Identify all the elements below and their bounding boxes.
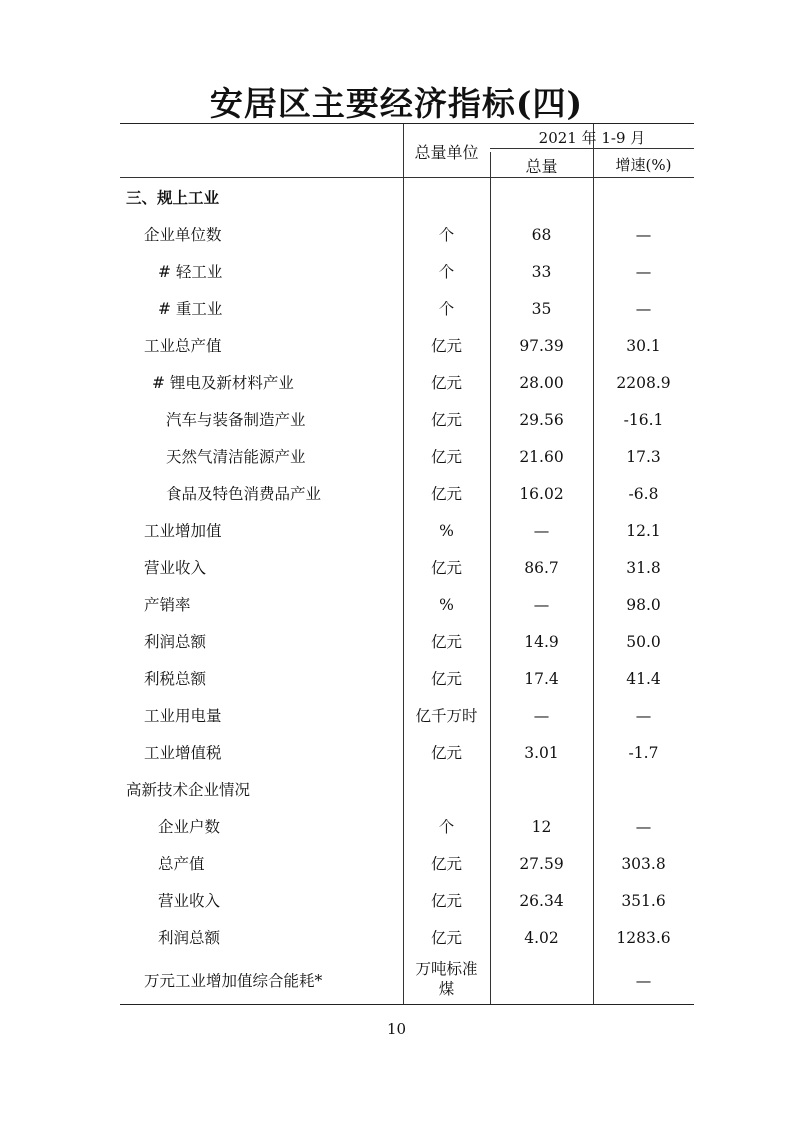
row-growth: — [635, 818, 652, 836]
table-row [120, 846, 694, 883]
table-row [120, 698, 694, 735]
table-row [120, 772, 694, 809]
row-growth: 30.1 [626, 337, 661, 355]
table-row [120, 550, 694, 587]
header-growth: 增速(%) [615, 156, 672, 174]
row-unit: 亿元 [430, 374, 462, 392]
row-total: 97.39 [519, 337, 564, 355]
row-name: 三、规上工业 [126, 189, 220, 207]
row-growth: 351.6 [621, 892, 666, 910]
row-unit: 亿元 [430, 633, 462, 651]
table-row [120, 439, 694, 476]
row-unit: 亿元 [430, 929, 462, 947]
row-growth: — [635, 226, 652, 244]
row-name: 万元工业增加值综合能耗* [144, 972, 323, 990]
table-row [120, 402, 694, 439]
table-row [120, 328, 694, 365]
table-row [120, 365, 694, 402]
row-total: 26.34 [519, 892, 564, 910]
header-period: 2021 年 1-9 月 [538, 129, 646, 147]
row-growth: 98.0 [626, 596, 661, 614]
row-name: 工业总产值 [144, 337, 222, 355]
table-row [120, 883, 694, 920]
row-name: 营业收入 [158, 892, 221, 910]
row-growth: 17.3 [626, 448, 661, 466]
row-unit: 亿元 [430, 670, 462, 688]
row-name: 总产值 [158, 855, 205, 873]
row-total: 29.56 [519, 411, 564, 429]
table-row [120, 217, 694, 254]
row-name: 利润总额 [158, 929, 221, 947]
row-growth: 41.4 [626, 670, 661, 688]
row-unit: 亿元 [430, 559, 462, 577]
row-total: 14.9 [524, 633, 559, 651]
row-total: 28.00 [519, 374, 564, 392]
row-total: 12 [531, 818, 552, 836]
row-total: — [533, 707, 550, 725]
row-total: 68 [531, 226, 552, 244]
indicator-table [120, 123, 694, 1005]
row-unit: 亿元 [430, 855, 462, 873]
table-row [120, 254, 694, 291]
row-unit: 亿元 [430, 411, 462, 429]
row-unit: 个 [438, 300, 455, 318]
row-growth: -1.7 [628, 744, 659, 762]
row-unit: 亿元 [430, 744, 462, 762]
row-growth: -16.1 [623, 411, 664, 429]
row-total: 35 [531, 300, 552, 318]
table-row [120, 291, 694, 328]
table-row [120, 624, 694, 661]
table-row [120, 476, 694, 513]
row-total: 4.02 [524, 929, 559, 947]
page-title: 安居区主要经济指标(四) [209, 84, 584, 123]
row-unit: 亿元 [430, 337, 462, 355]
row-total: 3.01 [524, 744, 559, 762]
table-row [120, 735, 694, 772]
row-growth: 1283.6 [616, 929, 671, 947]
header-bottom-rule [120, 177, 694, 178]
table-row [120, 960, 694, 1002]
row-unit: % [439, 596, 454, 614]
row-unit: % [439, 522, 454, 540]
row-unit-line1: 万吨标准 [415, 960, 478, 978]
row-total: 16.02 [519, 485, 564, 503]
row-growth: -6.8 [628, 485, 659, 503]
header-total: 总量 [525, 157, 558, 176]
row-total: 86.7 [524, 559, 559, 577]
row-total: 27.59 [519, 855, 564, 873]
row-name: 产销率 [144, 596, 191, 614]
row-growth: — [635, 300, 652, 318]
page-number: 10 [386, 1020, 407, 1038]
row-unit: 个 [438, 818, 455, 836]
row-total: 17.4 [524, 670, 559, 688]
row-unit: 个 [438, 226, 455, 244]
row-unit: 亿元 [430, 485, 462, 503]
table-row [120, 661, 694, 698]
table-row [120, 920, 694, 957]
row-total: 33 [531, 263, 552, 281]
table-row [120, 180, 694, 217]
row-name: 企业单位数 [144, 226, 222, 244]
row-name: # 轻工业 [158, 263, 223, 281]
table-row [120, 809, 694, 846]
row-name: 营业收入 [144, 559, 207, 577]
row-unit: 亿元 [430, 892, 462, 910]
row-name: # 重工业 [158, 300, 223, 318]
row-growth: 2208.9 [616, 374, 671, 392]
row-name: # 锂电及新材料产业 [152, 374, 294, 392]
row-name: 高新技术企业情况 [126, 781, 251, 799]
row-unit-line2: 煤 [438, 980, 455, 998]
table-row [120, 513, 694, 550]
row-name: 工业增值税 [144, 744, 222, 762]
row-unit: 亿元 [430, 448, 462, 466]
row-unit: 个 [438, 263, 455, 281]
row-name: 工业增加值 [144, 522, 222, 540]
row-total: 21.60 [519, 448, 564, 466]
row-name: 利税总额 [144, 670, 207, 688]
row-growth: 31.8 [626, 559, 661, 577]
row-name: 利润总额 [144, 633, 207, 651]
row-name: 工业用电量 [144, 707, 222, 725]
row-name: 食品及特色消费品产业 [166, 485, 322, 503]
row-total: — [533, 522, 550, 540]
header-divider [490, 148, 694, 149]
row-growth: — [635, 707, 652, 725]
row-growth: 12.1 [626, 522, 661, 540]
header-unit: 总量单位 [414, 143, 479, 162]
row-name: 企业户数 [158, 818, 221, 836]
row-name: 汽车与装备制造产业 [166, 411, 306, 429]
row-name: 天然气清洁能源产业 [166, 448, 306, 466]
table-row [120, 587, 694, 624]
row-total: — [533, 596, 550, 614]
row-growth: 303.8 [621, 855, 666, 873]
row-growth: — [635, 972, 652, 990]
row-growth: — [635, 263, 652, 281]
row-unit: 亿千万时 [415, 707, 478, 725]
row-growth: 50.0 [626, 633, 661, 651]
